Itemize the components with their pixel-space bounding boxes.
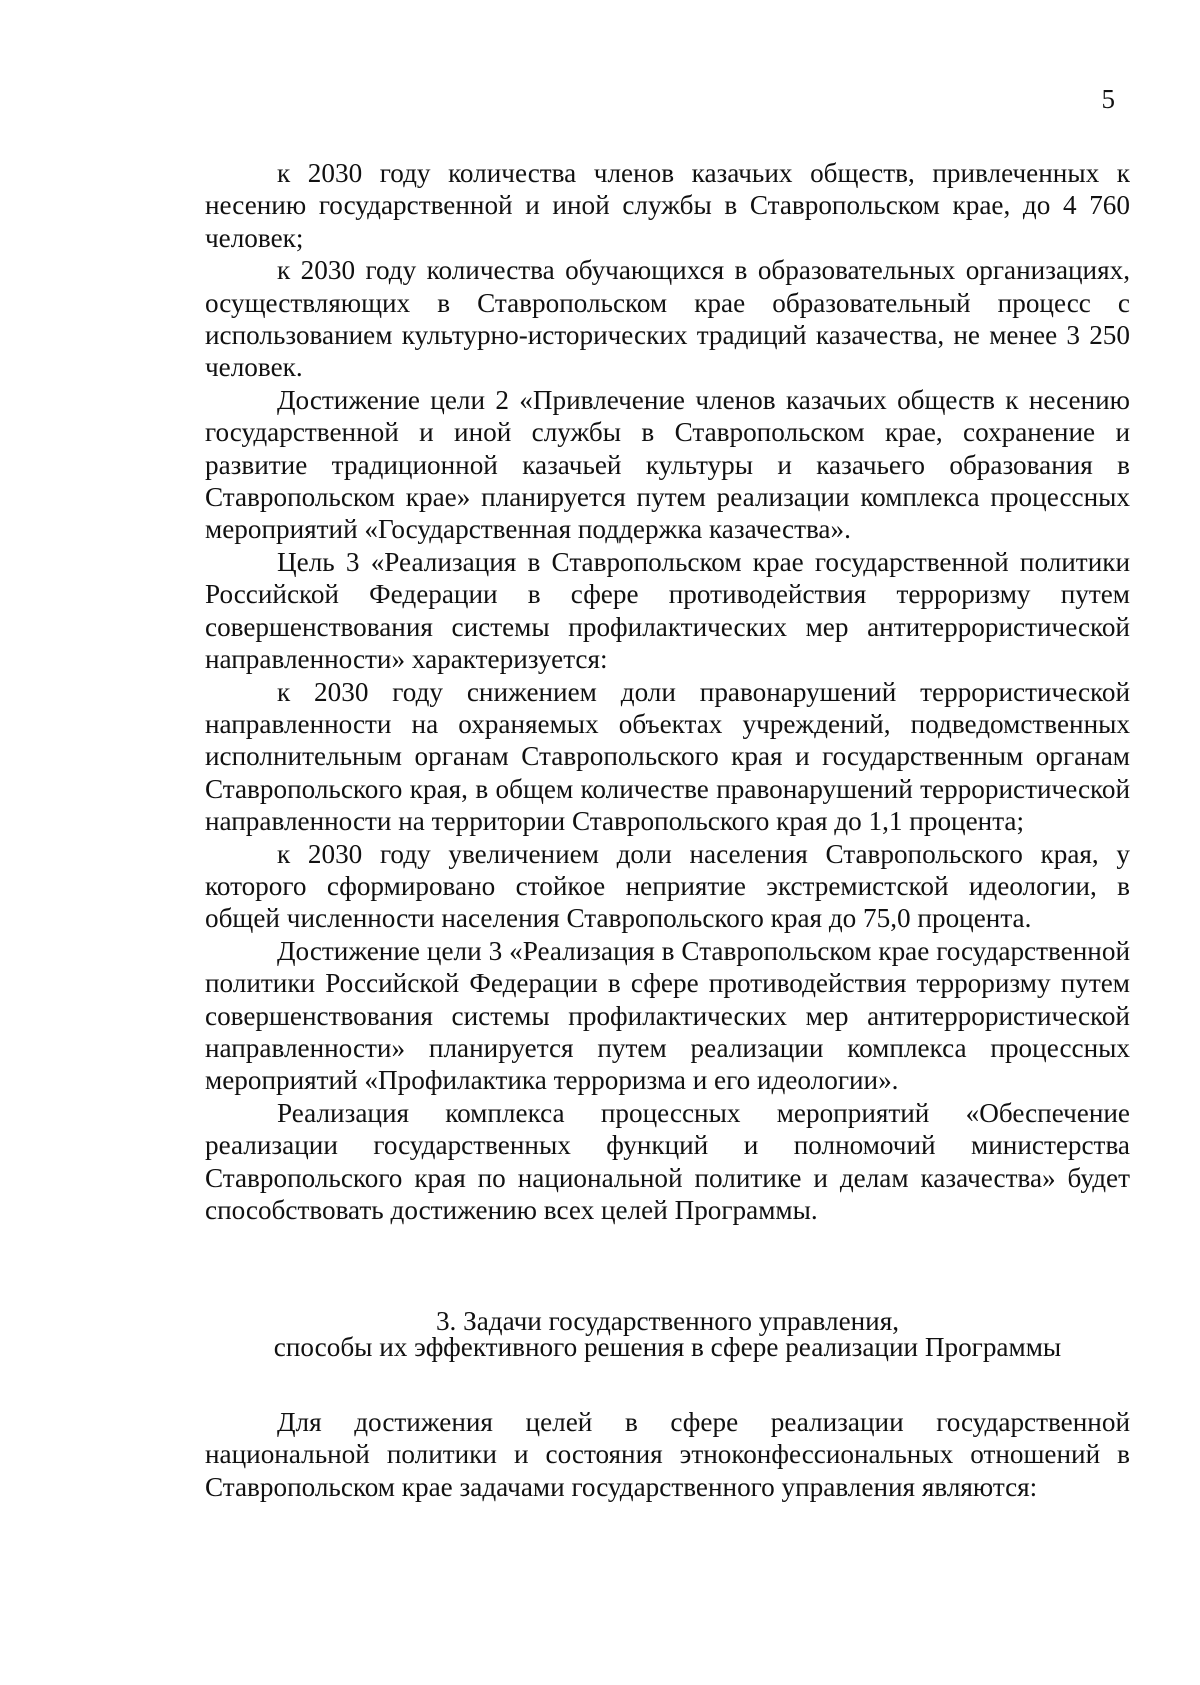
paragraph: Достижение цели 3 «Реализация в Ставропольском крае государственной политики Российской Федерации в сфере противодействия терроризму путем совершенствования системы профилактических мер антитеррористической направленности» планируется путем реализации комплекса процессных мероприятий «Профилактика терроризма и его идеологии». (205, 935, 1130, 1096)
body-text (205, 157, 1130, 1226)
paragraph: Реализация комплекса процессных мероприятий «Обеспечение реализации государственных функций и полномочий министерства Ставропольского края по национальной политике и делам казачества» будет способствовать достижению всех целей Программы. (205, 1097, 1130, 1225)
paragraph: к 2030 году количества членов казачьих обществ, привлеченных к несению государственной и иной службы в Ставропольском крае, до 4 760 человек; (205, 158, 1130, 253)
paragraph: к 2030 году увеличением доли населения Ставропольского края, у которого сформировано стойкое неприятие экстремистской идеологии, в общей численности населения Ставропольского края до 75,0 процента. (205, 838, 1130, 934)
section-heading (205, 1308, 1130, 1360)
paragraph: к 2030 году количества обучающихся в образовательных организациях, осуществляющих в Ставропольском крае образовательный процесс с использованием культурно-исторических традиций казачества, не менее 3 250 человек. (205, 255, 1130, 383)
section-heading-line-2: способы их эффективного решения в сфере реализации Программы (273, 1332, 1062, 1362)
paragraph: Достижение цели 2 «Привлечение членов казачьих обществ к несению государственной и иной службы в Ставропольском крае, сохранение и развитие традиционной казачьей культуры и казачьего образования в Ставропольском крае» планируется путем реализации комплекса процессных мероприятий «Государственная поддержка казачества». (205, 384, 1130, 545)
page-number: 5 (1101, 84, 1115, 114)
closing-text (205, 1406, 1130, 1503)
paragraph: Для достижения целей в сфере реализации государственной национальной политики и состояния этноконфессиональных отношений в Ставропольском крае задачами государственного управления являются: (205, 1407, 1130, 1502)
paragraph: к 2030 году снижением доли правонарушений террористической направленности на охраняемых объектах учреждений, подведомственных исполнительным органам Ставропольского края и государственным органам Ставропольского края, в общем количестве правонарушений террористической направленности на территории Ставропольского края до 1,1 процента; (205, 676, 1130, 837)
paragraph: Цель 3 «Реализация в Ставропольском крае государственной политики Российской Федерации в сфере противодействия терроризму путем совершенствования системы профилактических мер антитеррористической направленности» характеризуется: (205, 546, 1130, 675)
section-heading-line-1: 3. Задачи государственного управления, (435, 1306, 900, 1336)
